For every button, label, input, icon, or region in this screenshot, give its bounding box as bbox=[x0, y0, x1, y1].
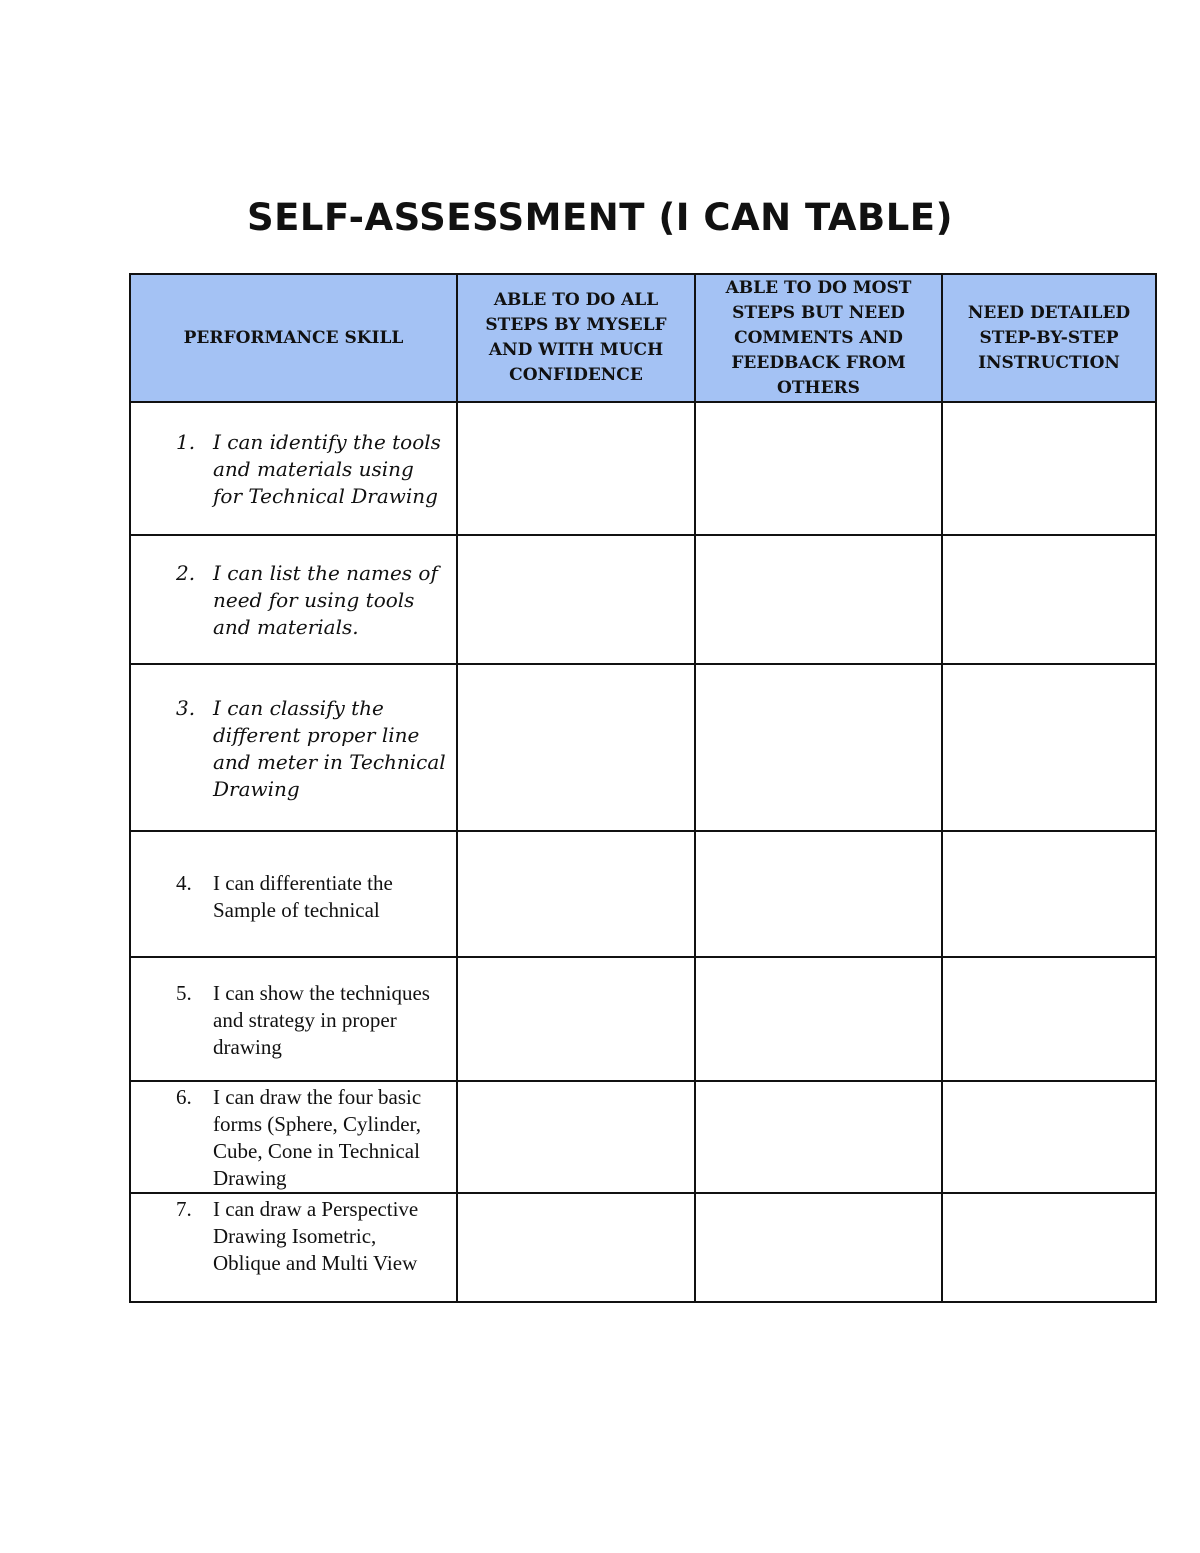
rating-cell-most-steps[interactable] bbox=[695, 1081, 942, 1193]
rating-cell-all-steps[interactable] bbox=[457, 831, 695, 957]
rating-cell-all-steps[interactable] bbox=[457, 1081, 695, 1193]
rating-cell-need-instruction[interactable] bbox=[942, 535, 1156, 664]
skill-number: 3. bbox=[176, 696, 196, 720]
rating-cell-all-steps[interactable] bbox=[457, 957, 695, 1081]
header-able-all-steps: ABLE TO DO ALL STEPS BY MYSELF AND WITH MUCH CONFIDENCE bbox=[457, 274, 695, 402]
rating-cell-all-steps[interactable] bbox=[457, 535, 695, 664]
header-row bbox=[130, 274, 1156, 402]
header-need-instruction: NEED DETAILED STEP-BY-STEP INSTRUCTION bbox=[942, 274, 1156, 402]
rating-cell-all-steps[interactable] bbox=[457, 402, 695, 535]
rating-cell-all-steps[interactable] bbox=[457, 1193, 695, 1302]
rating-cell-need-instruction[interactable] bbox=[942, 1081, 1156, 1193]
skill-text: I can differentiate the Sample of technical bbox=[213, 871, 393, 922]
page-title: SELF-ASSESSMENT (I CAN TABLE) bbox=[246, 196, 953, 239]
skill-cell bbox=[130, 1193, 457, 1302]
header-able-most-steps: ABLE TO DO MOST STEPS BUT NEED COMMENTS AND FEEDBACK FROM OTHERS bbox=[695, 274, 942, 402]
rating-cell-most-steps[interactable] bbox=[695, 957, 942, 1081]
rating-cell-all-steps[interactable] bbox=[457, 664, 695, 831]
rating-cell-need-instruction[interactable] bbox=[942, 831, 1156, 957]
skill-number: 4. bbox=[176, 871, 192, 895]
skill-number: 7. bbox=[176, 1197, 192, 1221]
skill-cell bbox=[130, 664, 457, 831]
skill-number: 1. bbox=[176, 430, 196, 454]
table-row bbox=[130, 957, 1156, 1081]
rating-cell-need-instruction[interactable] bbox=[942, 664, 1156, 831]
rating-cell-most-steps[interactable] bbox=[695, 831, 942, 957]
self-assessment-table bbox=[129, 273, 1157, 1303]
rating-cell-most-steps[interactable] bbox=[695, 535, 942, 664]
table-row bbox=[130, 1081, 1156, 1193]
table-row bbox=[130, 831, 1156, 957]
table-row bbox=[130, 1193, 1156, 1302]
skill-text: I can show the techniques and strategy in proper drawing bbox=[213, 981, 430, 1059]
skill-cell bbox=[130, 1081, 457, 1193]
rating-cell-most-steps[interactable] bbox=[695, 1193, 942, 1302]
rating-cell-need-instruction[interactable] bbox=[942, 1193, 1156, 1302]
table-row bbox=[130, 535, 1156, 664]
skill-text: I can draw the four basic forms (Sphere, Cylinder, Cube, Cone in Technical Drawing bbox=[213, 1085, 422, 1190]
skill-cell bbox=[130, 831, 457, 957]
skill-text: I can classify the different proper line and meter in Technical Drawing bbox=[213, 696, 446, 801]
skill-cell bbox=[130, 957, 457, 1081]
skill-number: 5. bbox=[176, 981, 192, 1005]
rating-cell-need-instruction[interactable] bbox=[942, 402, 1156, 535]
table-row bbox=[130, 664, 1156, 831]
header-performance-skill: PERFORMANCE SKILL bbox=[130, 274, 457, 402]
skill-text: I can list the names of need for using tools and materials. bbox=[213, 561, 438, 639]
skill-cell bbox=[130, 402, 457, 535]
skill-text: I can identify the tools and materials using for Technical Drawing bbox=[213, 430, 441, 508]
rating-cell-need-instruction[interactable] bbox=[942, 957, 1156, 1081]
table-row bbox=[130, 402, 1156, 535]
skill-cell bbox=[130, 535, 457, 664]
rating-cell-most-steps[interactable] bbox=[695, 664, 942, 831]
rating-cell-most-steps[interactable] bbox=[695, 402, 942, 535]
skill-number: 6. bbox=[176, 1085, 192, 1109]
skill-text: I can draw a Perspective Drawing Isometric, Oblique and Multi View bbox=[213, 1197, 419, 1275]
skill-number: 2. bbox=[176, 561, 196, 585]
